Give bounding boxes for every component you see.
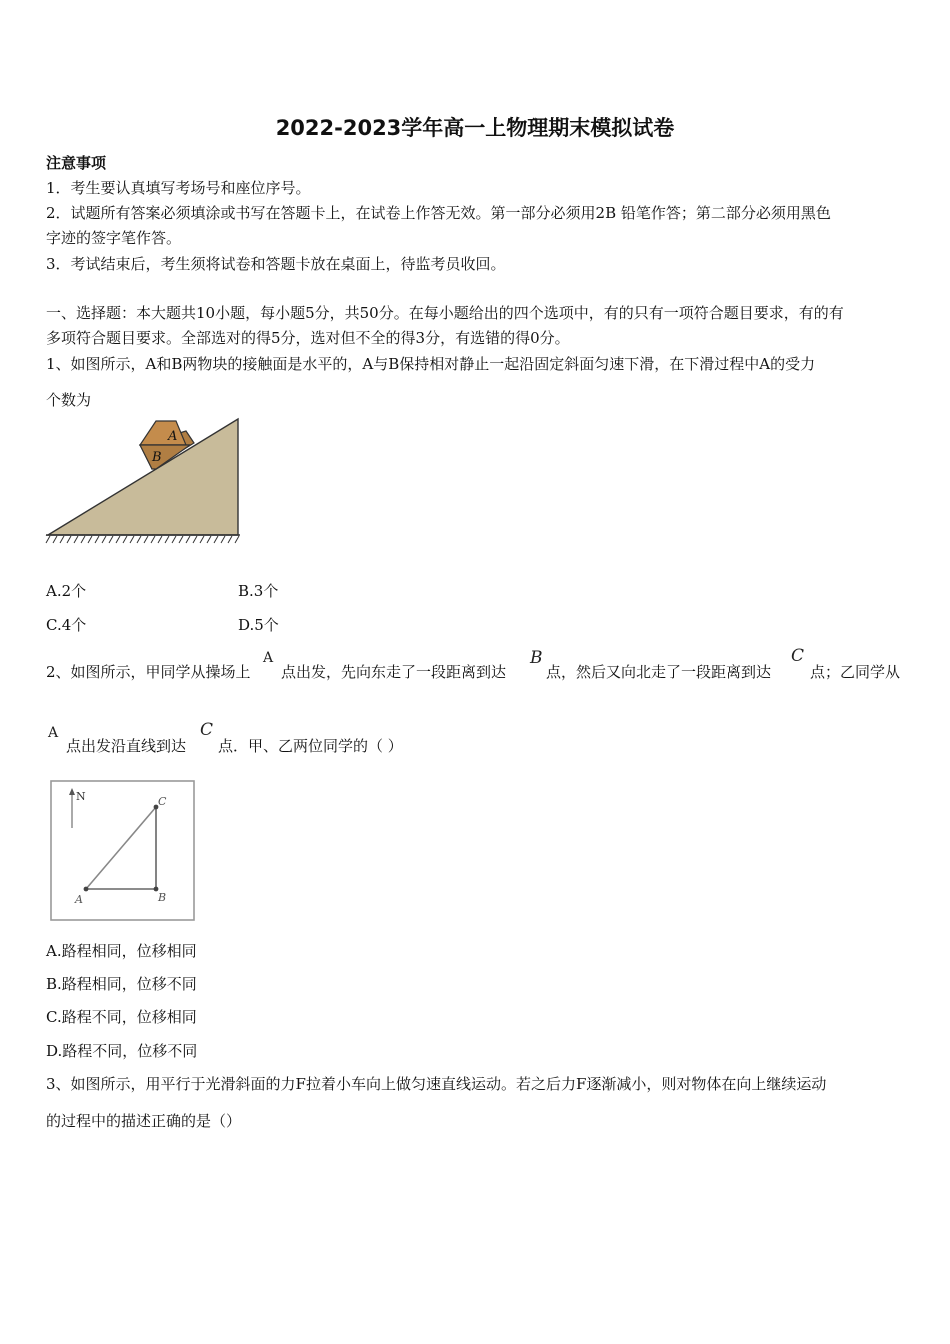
displacement-figure [50,780,196,922]
point-a-symbol: A [48,725,59,741]
incline-figure [44,415,244,550]
north-label: N [76,790,86,803]
point-c-label: C [158,795,167,808]
question-1-text: 个数为 [46,391,92,409]
point-b-symbol: B [530,648,543,668]
block-b-label: B [152,450,162,465]
notice-item: 1．考生要认真填写考场号和座位序号。 [46,179,311,197]
option-a[interactable]: A.2个 [46,582,87,600]
incline-slope [48,419,238,535]
notice-heading: 注意事项 [46,154,107,172]
question-2-text: 点；乙同学从 [810,663,901,681]
notice-item: 3．考试结束后，考生须将试卷和答题卡放在桌面上，待监考员收回。 [46,255,506,273]
question-2-text: 点出发，先向东走了一段距离到达 [281,663,507,681]
question-3-text: 的过程中的描述正确的是（） [46,1112,242,1130]
option-a[interactable]: A.路程相同，位移相同 [46,942,197,960]
option-b[interactable]: B.路程相同，位移不同 [46,975,197,993]
question-3-text: 3、如图所示，用平行于光滑斜面的力F拉着小车向上做匀速直线运动。若之后力F逐渐减小，则对物体在向上继续运动 [46,1075,827,1093]
question-2-text: 点出发沿直线到达 [66,737,187,755]
option-d[interactable]: D.路程不同，位移不同 [46,1042,198,1060]
option-c[interactable]: C.路程不同，位移相同 [46,1008,197,1026]
question-1-text: 1、如图所示，A和B两物块的接触面是水平的，A与B保持相对静止一起沿固定斜面匀速下滑，在下滑过程中A的受力 [46,355,816,373]
section-instructions: 多项符合题目要求。全部选对的得5分，选对但不全的得3分，有选错的得0分。 [46,329,570,347]
point-a [84,887,89,892]
point-c-symbol: C [200,720,214,740]
question-2-text: 点．甲、乙两位同学的（ ） [218,737,403,755]
point-a-symbol: A [263,650,274,666]
option-d[interactable]: D.5个 [238,616,279,634]
question-2-text: 点，然后又向北走了一段距离到达 [546,663,772,681]
ground-hatching [46,536,239,543]
question-2-text: 2、如图所示，甲同学从操场上 [46,663,251,681]
notice-item: 2．试题所有答案必须填涂或书写在答题卡上，在试卷上作答无效。第一部分必须用2B 铅笔作答；第二部分必须用黑色 [46,204,831,222]
block-a-label: A [168,429,178,444]
option-c[interactable]: C.4个 [46,616,87,634]
point-b-label: B [158,891,167,904]
point-a-label: A [75,893,83,906]
point-c-symbol: C [791,646,805,666]
notice-item: 字迹的签字笔作答。 [46,229,182,247]
page-title: 2022-2023学年高一上物理期末模拟试卷 [275,116,675,140]
section-instructions: 一、选择题：本大题共10小题，每小题5分，共50分。在每小题给出的四个选项中，有的只有一项符合题目要求，有的有 [46,304,844,322]
option-b[interactable]: B.3个 [238,582,279,600]
block-a [140,421,186,445]
